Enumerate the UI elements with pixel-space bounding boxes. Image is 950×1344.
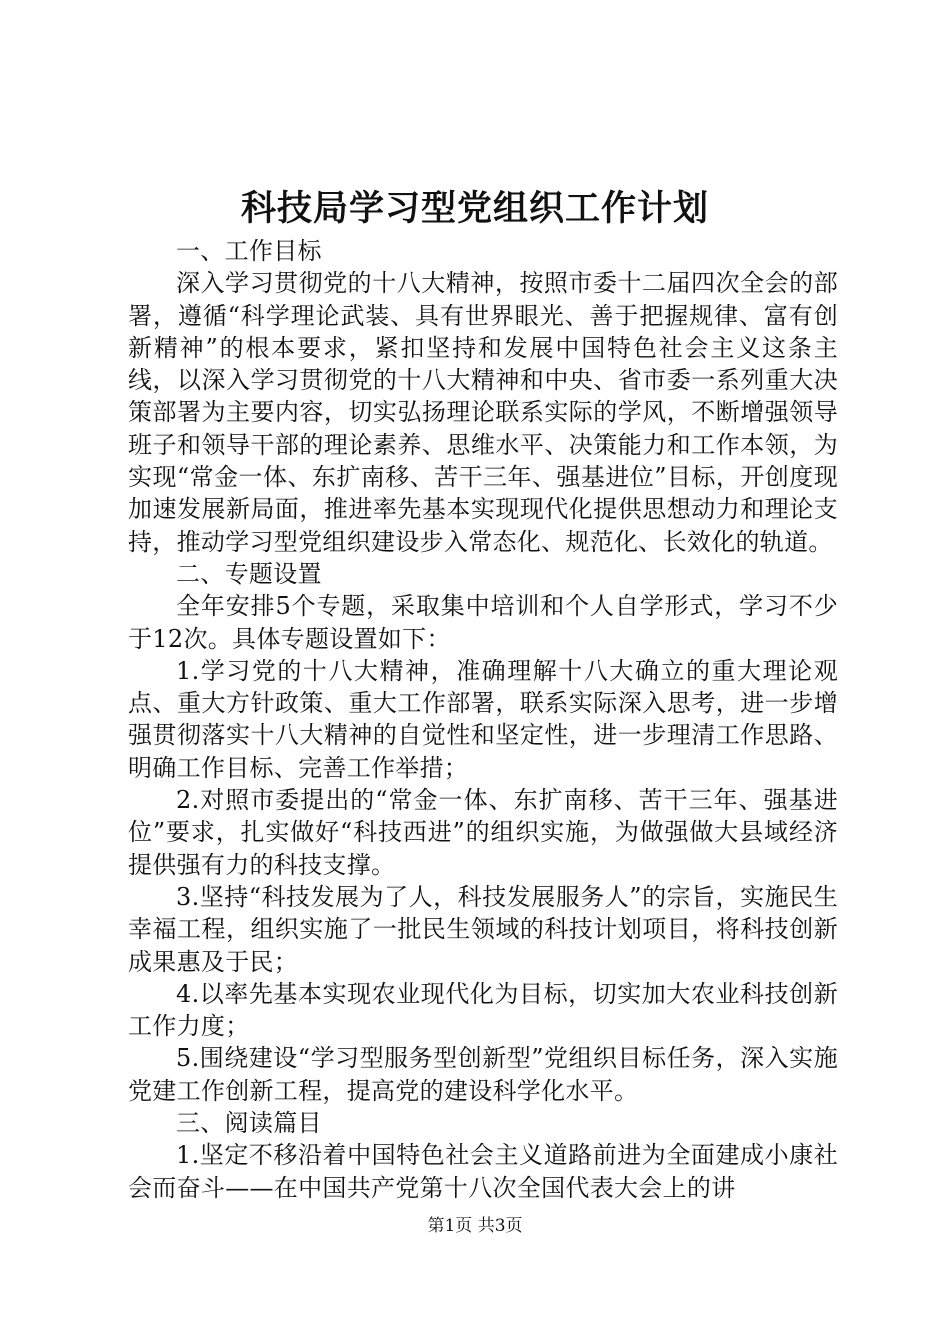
body-paragraph: 全年安排5个专题，采取集中培训和个人自学形式，学习不少于12次。具体专题设置如下： (128, 592, 838, 653)
section-heading-readings: 三、阅读篇目 (176, 1109, 322, 1138)
list-item: 4.以率先基本实现农业现代化为目标，切实加大农业科技创新工作力度； (128, 979, 838, 1041)
section-heading-goals: 一、工作目标 (176, 237, 322, 265)
section-heading-topics: 二、专题设置 (176, 559, 322, 588)
list-item: 2.对照市委提出的“常金一体、东扩南移、苦干三年、强基进位”要求，扎实做好“科技西进”的组织实施，为做强做大县域经济提供强有力的科技支撑。 (128, 786, 838, 879)
document-title: 科技局学习型党组织工作计划 (240, 188, 709, 229)
list-item: 3.坚持“科技发展为了人，科技发展服务人”的宗旨，实施民生幸福工程，组织实施了一批民生领域的科技计划项目，将科技创新成果惠及于民； (128, 882, 838, 976)
list-item: 1.坚定不移沿着中国特色社会主义道路前进为全面建成小康社会而奋斗——在中国共产党第十八次全国代表大会上的讲 (128, 1141, 838, 1202)
body-paragraph: 深入学习贯彻党的十八大精神，按照市委十二届四次全会的部署，遵循“科学理论武装、具有世界眼光、善于把握规律、富有创新精神”的根本要求，紧扣坚持和发展中国特色社会主义这条主线，以深入学习贯彻党的十八大精神和中央、省市委一系列重大决策部署为主要内容，切实弘扬理论联系实际的学风，不断增强领导班子和领导干部的理论素养、思维水平、决策能力和工作本领，为实现“常金一体、东扩南移、苦干三年、强基进位”目标，开创度现加速发展新局面，推进率先基本实现现代化提供思想动力和理论支持，推动学习型党组织建设步入常态化、规范化、长效化的轨道。 (128, 269, 838, 556)
list-item: 1.学习党的十八大精神，准确理解十八大确立的重大理论观点、重大方针政策、重大工作部署，联系实际深入思考，进一步增强贯彻落实十八大精神的自觉性和坚定性，进一步理清工作思路、明确工作目标、完善工作举措； (128, 656, 838, 782)
document-body (128, 235, 838, 1204)
list-item: 5.围绕建设“学习型服务型创新型”党组织目标任务，深入实施党建工作创新工程，提高党的建设科学化水平。 (128, 1044, 838, 1105)
page-number-footer: 第1页 共3页 (427, 1216, 523, 1236)
